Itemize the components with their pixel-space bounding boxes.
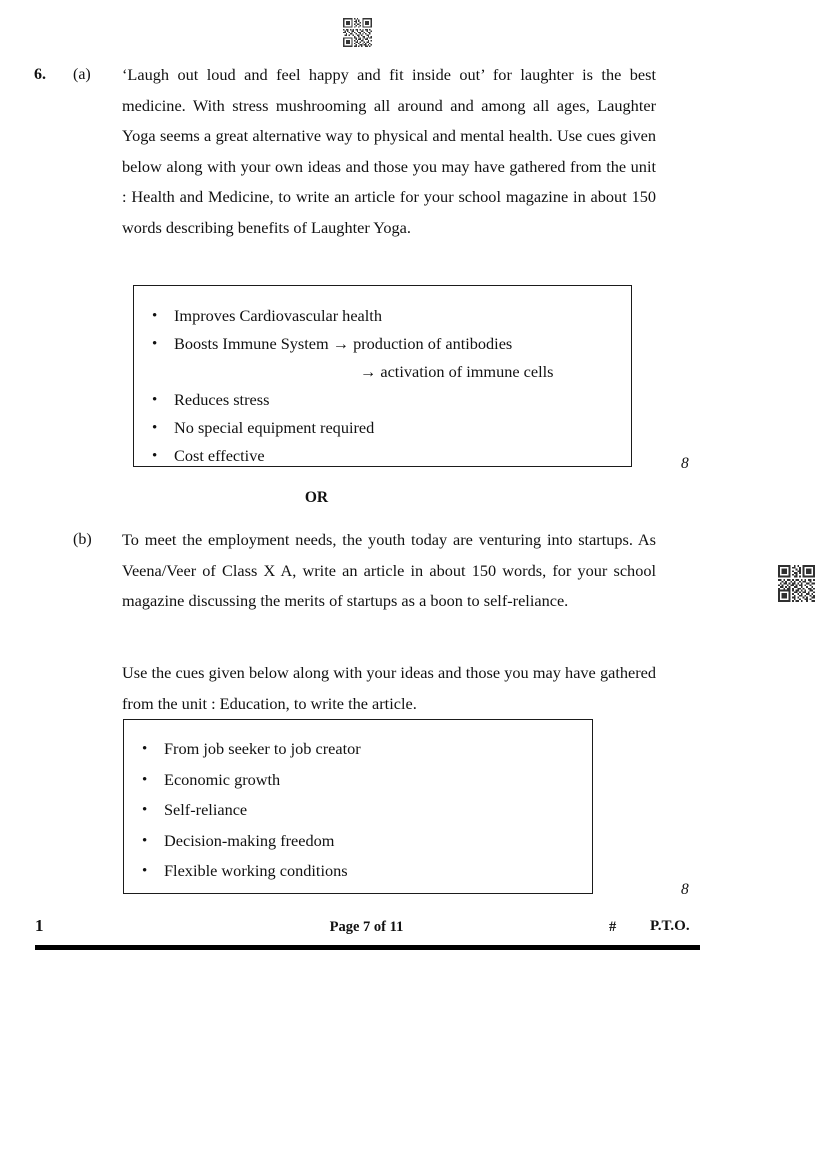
cue-item: [124, 734, 592, 765]
bullet-icon: •: [152, 420, 158, 436]
page-footer: [0, 916, 827, 966]
or-separator: OR: [304, 489, 329, 506]
cue-text: No special equipment required: [174, 418, 375, 437]
cue-item: [124, 856, 592, 887]
bullet-icon: •: [142, 741, 148, 757]
cue-text: Decision-making freedom: [164, 830, 335, 850]
cue-text: Reduces stress: [174, 390, 270, 409]
bullet-icon: •: [142, 771, 148, 788]
bullet-icon: •: [142, 832, 148, 849]
cue-item: [124, 795, 592, 826]
question-number: 6.: [34, 66, 46, 83]
cue-item: [134, 302, 631, 330]
part-label-a: (a): [73, 66, 91, 83]
cue-item: [124, 765, 592, 796]
cue-text: Economic growth: [164, 769, 281, 789]
cue-text: Flexible working conditions: [164, 861, 348, 880]
cue-text: Self-reliance: [164, 800, 248, 819]
part-label-b: (b): [73, 531, 92, 548]
cue-item: [124, 826, 592, 857]
cue-box-a: [133, 285, 632, 467]
footer-rule: [35, 945, 700, 950]
question-6b-paragraph-1: To meet the employment needs, the youth today are venturing into startups. As Veena/Veer of Class X A, write an article in about 150 words, for your school magazine discussing the merits of startups as a boon to self-reliance.: [122, 530, 656, 611]
bullet-icon: •: [152, 392, 158, 408]
cue-text: Cost effective: [174, 446, 265, 465]
cue-item: [134, 330, 631, 386]
marks-a: 8: [681, 455, 689, 472]
bullet-icon: •: [142, 802, 148, 818]
cue-item: [134, 442, 631, 470]
bullet-icon: •: [142, 863, 148, 879]
question-6b-paragraph-2: Use the cues given below along with your ideas and those you may have gathered from the unit : Education, to write the article.: [122, 663, 656, 713]
bullet-icon: •: [152, 448, 158, 464]
cue-list-a: [134, 302, 631, 470]
qr-code-top-center: [343, 18, 372, 47]
footer-set-number: 1: [35, 916, 44, 935]
cue-text-continuation: → activation of immune cells: [360, 362, 554, 381]
cue-item: [134, 386, 631, 414]
bullet-icon: •: [152, 336, 158, 352]
bullet-icon: •: [152, 308, 158, 324]
question-6a-text: ‘Laugh out loud and feel happy and fit inside out’ for laughter is the best medicine. With stress mushrooming all around and among all ages, Laughter Yoga seems a great alternative way to physical and mental health. Use cues given below along with your own ideas and those you may have gathered from the unit : Health and Medicine, to write an article for your school magazine in about 150 words describing benefits of Laughter Yoga.: [122, 65, 656, 237]
cue-item: [134, 414, 631, 442]
cue-text: Boosts Immune System → production of antibodies: [174, 334, 513, 353]
footer-pto: P.T.O.: [650, 918, 690, 934]
marks-b: 8: [681, 881, 689, 898]
footer-page-label: Page 7 of 11: [329, 919, 404, 935]
cue-box-b: [123, 719, 593, 894]
cue-text: Improves Cardiovascular health: [174, 306, 382, 325]
cue-text: From job seeker to job creator: [164, 739, 361, 758]
cue-list-b: [124, 734, 592, 887]
footer-hash: #: [609, 919, 617, 935]
qr-code-right-margin: [778, 565, 815, 602]
